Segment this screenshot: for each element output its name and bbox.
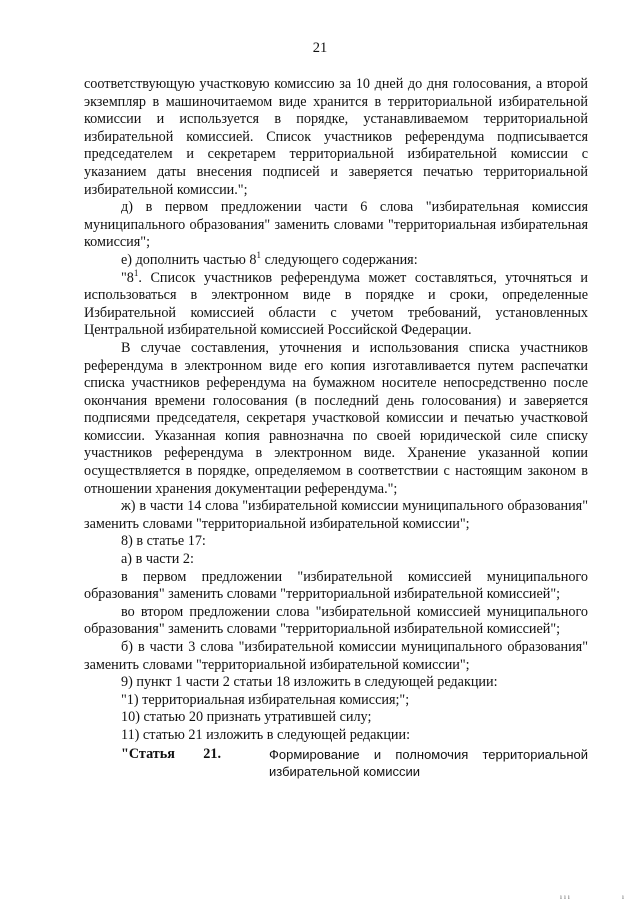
paragraph (84, 267, 588, 340)
paragraph (84, 692, 588, 710)
paragraph-text: "8 (121, 269, 134, 286)
footer-mark-left: ııı (560, 893, 572, 901)
superscript: 1 (133, 267, 139, 278)
paragraph (84, 249, 588, 270)
paragraph-text-continued: . Список участников референдума может составляться, уточняться и использоваться в электронном виде в порядке и сроки, определенные Избирательной комиссией области с учетом требований, установленных Центральной избирательной комиссией Российской Федерации. (84, 269, 588, 339)
article-title: Формирование и полномочия территориальной избирательной комиссии (269, 746, 588, 780)
paragraph-text: а) в части 2: (121, 551, 194, 568)
paragraph-text: д) в первом предложении части 6 слова "избирательная комиссия муниципального образования" заменить словами "территориальная избирательная комиссия"; (84, 199, 588, 251)
paragraph (84, 340, 588, 498)
paragraph (84, 674, 588, 692)
paragraph-text: 11) статью 21 изложить в следующей редакции: (121, 726, 411, 743)
paragraph-text: соответствующую участковую комиссию за 10 дней до дня голосования, а второй экземпляр в машиночитаемом виде хранится в территориальной избирательной комиссии и используется в порядке, устанавливаемом территориальной избирательной комиссией. Список участников референдума подписывается председателем и секретарем территориальной избирательной комиссии с указанием даты внесения подписей и заверяется печатью территориальной избирательной комиссии."; (84, 76, 588, 198)
page-number: 21 (312, 40, 328, 56)
article-heading (121, 746, 588, 781)
paragraph-text: "1) территориальная избирательная комиссия;"; (121, 691, 410, 708)
footer-mark-right: ı (622, 893, 624, 901)
paragraph (84, 533, 588, 551)
paragraph-text: 9) пункт 1 части 2 статьи 18 изложить в следующей редакции: (121, 674, 498, 691)
paragraph-text: б) в части 3 слова "избирательной комиссии муниципального образования" заменить словами "территориальной избирательной комиссии"; (84, 639, 588, 673)
paragraph (84, 569, 588, 604)
superscript: 1 (256, 249, 262, 260)
paragraph (84, 498, 588, 533)
paragraph-text-continued: следующего содержания: (261, 251, 418, 268)
paragraph-text: В случае составления, уточнения и использования списка участников референдума в электронном виде его копия изготавливается путем распечатки списка участников референдума на бумажном носителе непосредственно после окончания времени голосования (в последний день голосования) и заверяется подписями председателя, секретаря участковой комиссии и печатью участковой комиссии. Указанная копия равнозначна по своей юридической силе списку участников референдума в электронном виде. Хранение указанной копии осуществляется в порядке, определяемом в соответствии с настоящим законом в отношении хранения документации референдума."; (84, 339, 588, 497)
article-heading-lead (121, 746, 221, 764)
paragraph (84, 639, 588, 674)
paragraph (84, 76, 588, 199)
document-body (84, 76, 588, 781)
paragraph-text: ж) в части 14 слова "избирательной комиссии муниципального образования" заменить словами "территориальной избирательной комиссии"; (84, 498, 588, 532)
paragraph (84, 727, 588, 745)
paragraph (84, 199, 588, 252)
paragraph-text: 8) в статье 17: (121, 533, 206, 550)
paragraph-text: 10) статью 20 признать утратившей силу; (121, 709, 372, 726)
paragraph (84, 709, 588, 727)
article-number: 21. (203, 745, 221, 762)
paragraph-text: во втором предложении слова "избирательной комиссией муниципального образования" заменить словами "территориальной избирательной комиссией"; (84, 603, 588, 638)
article-word: "Статья (121, 745, 175, 762)
paragraph (84, 604, 588, 639)
paragraph-text: е) дополнить частью 8 (121, 251, 257, 268)
paragraph-text: в первом предложении "избирательной комиссией муниципального образования" заменить словами "территориальной избирательной комиссией"; (84, 568, 588, 603)
paragraph (84, 551, 588, 569)
